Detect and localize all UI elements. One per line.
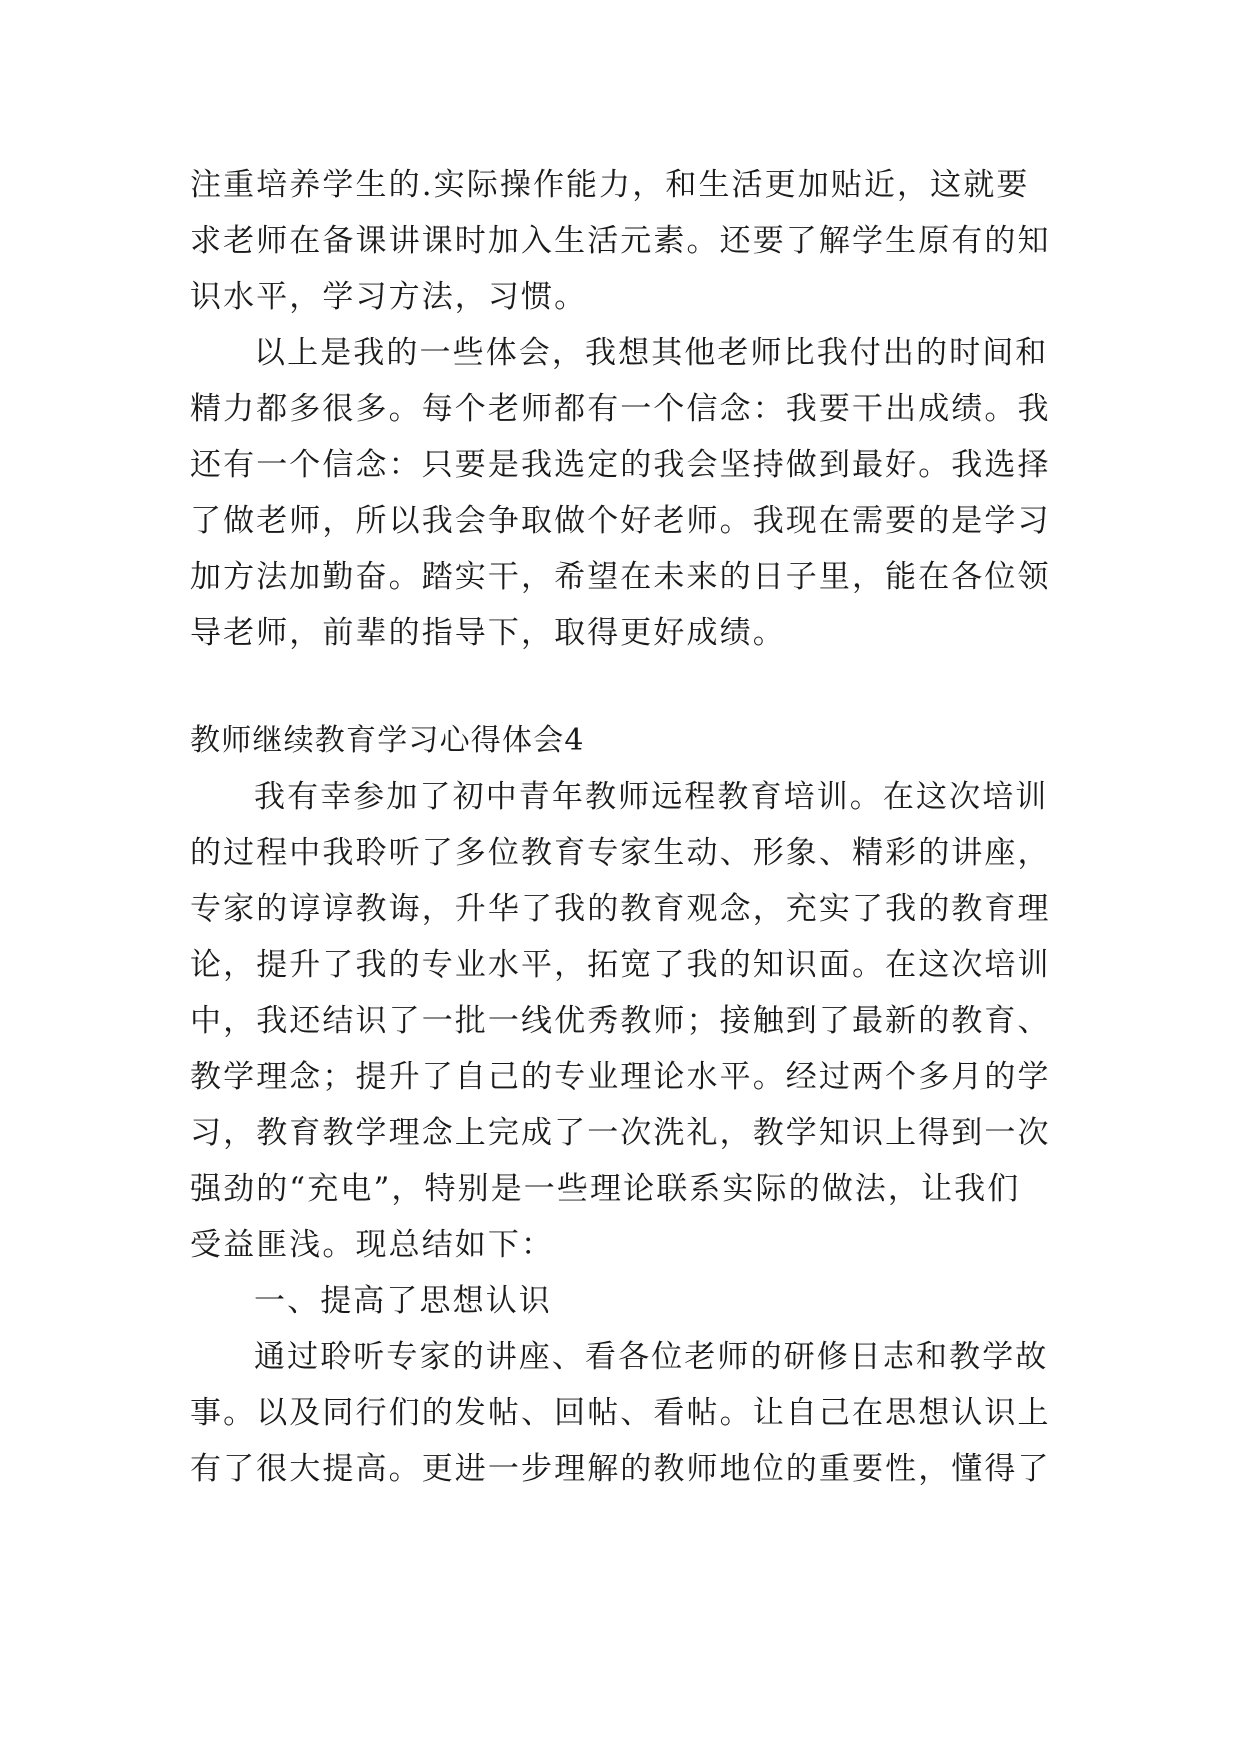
text-line: 注重培养学生的.实际操作能力，和生活更加贴近，这就要 (190, 167, 1030, 203)
text-line: 的过程中我聆听了多位教育专家生动、形象、精彩的讲座， (190, 835, 1051, 871)
text-line: 受益匪浅。现总结如下： (190, 1227, 555, 1263)
section-gap (190, 661, 1060, 713)
text-line: 有了很大提高。更进一步理解的教师地位的重要性，懂得了 (190, 1451, 1051, 1487)
paragraph-start-line: 我有幸参加了初中青年教师远程教育培训。在这次培训 (254, 779, 1049, 815)
text-line: 论，提升了我的专业水平，拓宽了我的知识面。在这次培训 (190, 947, 1051, 983)
text-line: 习，教育教学理念上完成了一次洗礼，教学知识上得到一次 (190, 1115, 1051, 1151)
text-line: 还有一个信念：只要是我选定的我会坚持做到最好。我选择 (190, 447, 1051, 483)
paragraph-start-line: 通过聆听专家的讲座、看各位老师的研修日志和教学故 (254, 1339, 1049, 1375)
text-line: 加方法加勤奋。踏实干，希望在未来的日子里，能在各位领 (190, 559, 1051, 595)
text-line: 识水平，学习方法，习惯。 (190, 279, 588, 315)
text-line: 求老师在备课讲课时加入生活元素。还要了解学生原有的知 (190, 223, 1051, 259)
paragraph-start-line: 以上是我的一些体会，我想其他老师比我付出的时间和 (254, 335, 1049, 371)
document-body (190, 157, 1060, 1497)
text-line: 中，我还结识了一批一线优秀教师；接触到了最新的教育、 (190, 1003, 1051, 1039)
text-line: 导老师，前辈的指导下，取得更好成绩。 (190, 615, 786, 651)
text-line: 强劲的“充电”，特别是一些理论联系实际的做法，让我们 (190, 1171, 1021, 1207)
subsection-heading: 一、提高了思想认识 (254, 1283, 552, 1319)
text-line: 精力都多很多。每个老师都有一个信念：我要干出成绩。我 (190, 391, 1051, 427)
text-line: 事。以及同行们的发帖、回帖、看帖。让自己在思想认识上 (190, 1395, 1051, 1431)
text-line: 了做老师，所以我会争取做个好老师。我现在需要的是学习 (190, 503, 1051, 539)
text-line: 教学理念；提升了自己的专业理论水平。经过两个多月的学 (190, 1059, 1051, 1095)
text-line: 专家的谆谆教诲，升华了我的教育观念，充实了我的教育理 (190, 891, 1051, 927)
section-heading: 教师继续教育学习心得体会4 (190, 723, 585, 758)
